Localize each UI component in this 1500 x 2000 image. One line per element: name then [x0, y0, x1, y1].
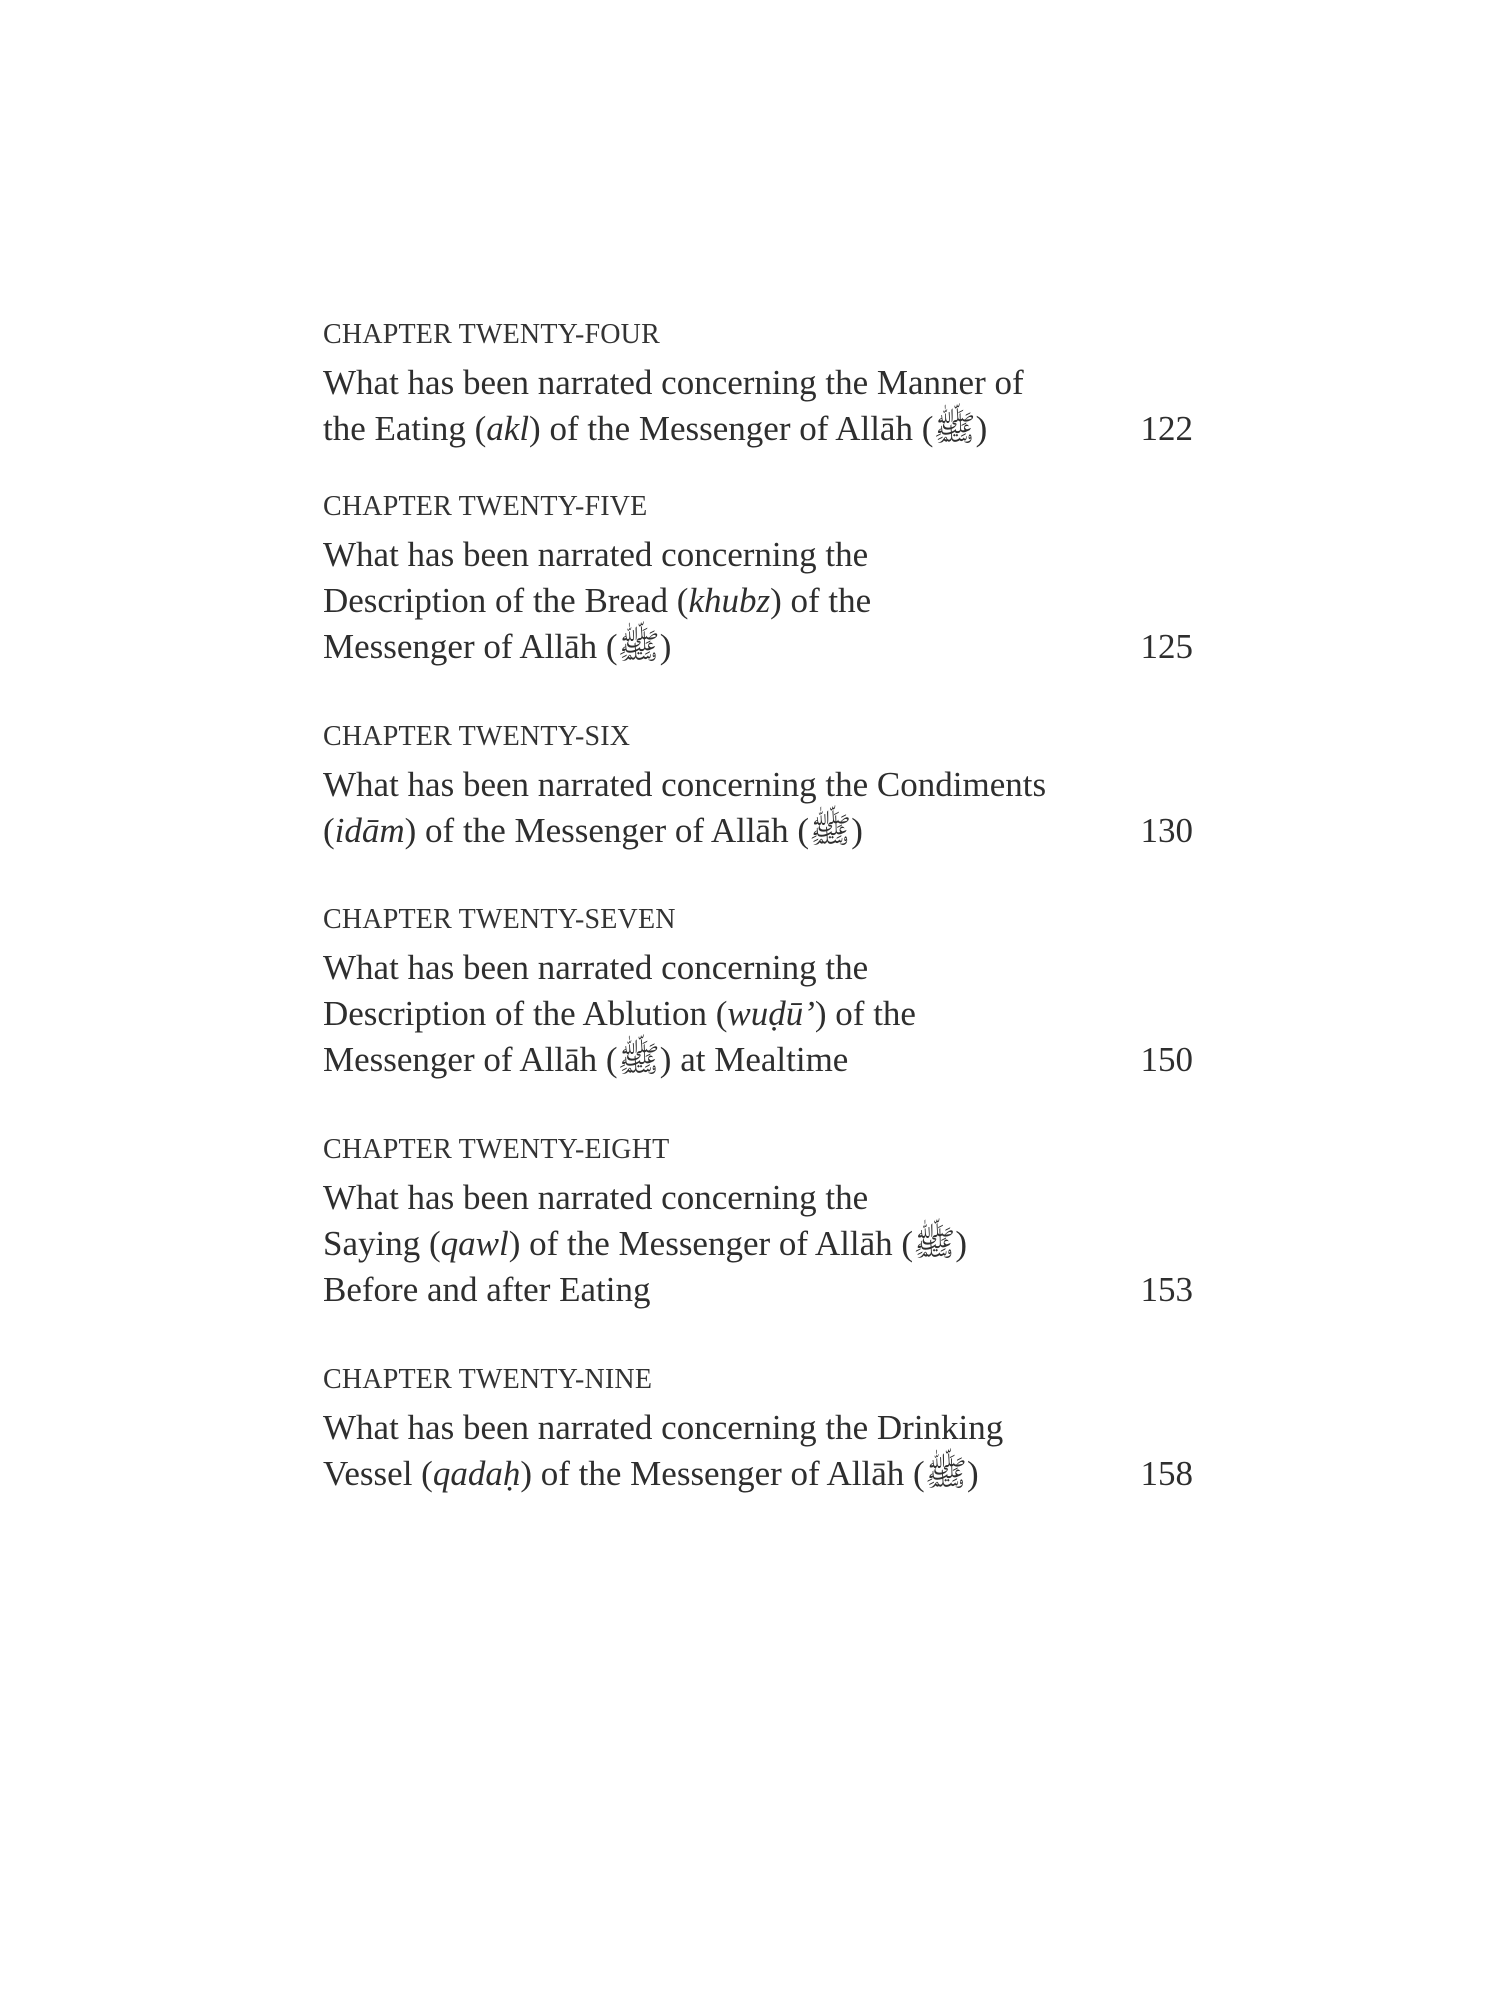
- toc-entry: [323, 720, 1193, 854]
- page-number: 153: [1140, 1270, 1193, 1309]
- entry-title-line: Before and after Eating 153: [323, 1267, 1193, 1313]
- entry-title-line: What has been narrated concerning the Drinking: [323, 1408, 1004, 1447]
- entry-title-line: What has been narrated concerning the: [323, 948, 869, 987]
- entry-title-line: What has been narrated concerning the: [323, 535, 869, 574]
- toc-entry: [323, 318, 1193, 452]
- toc-entry: [323, 1363, 1193, 1497]
- page-number: 158: [1140, 1454, 1193, 1493]
- entry-title-line: What has been narrated concerning the Manner of: [323, 363, 1024, 402]
- entry-title-line: Messenger of Allāh (ﷺ) 125: [323, 624, 1193, 670]
- entry-title-line: Saying (qawl) of the Messenger of Allāh (ﷺ): [323, 1224, 967, 1263]
- entry-title-line: the Eating (akl) of the Messenger of Allāh (ﷺ) 122: [323, 406, 1193, 452]
- entry-title-line: Description of the Bread (khubz) of the: [323, 581, 872, 620]
- entry-title-line: What has been narrated concerning the: [323, 1178, 869, 1217]
- chapter-heading: CHAPTER TWENTY-SEVEN: [323, 904, 676, 935]
- page-number: 150: [1140, 1040, 1193, 1079]
- entry-title-line: What has been narrated concerning the Condiments: [323, 765, 1047, 804]
- chapter-heading: CHAPTER TWENTY-SIX: [323, 721, 631, 752]
- chapter-heading: CHAPTER TWENTY-EIGHT: [323, 1134, 670, 1165]
- page-number: 122: [1140, 409, 1193, 448]
- entry-title-line: (idām) of the Messenger of Allāh (ﷺ) 130: [323, 808, 1193, 854]
- page-number: 130: [1140, 811, 1193, 850]
- chapter-heading: CHAPTER TWENTY-FIVE: [323, 491, 648, 522]
- entry-title-line: Description of the Ablution (wuḍū’) of the: [323, 994, 916, 1033]
- chapter-heading: CHAPTER TWENTY-FOUR: [323, 319, 660, 350]
- entry-title-line: Vessel (qadaḥ) of the Messenger of Allāh (ﷺ) 158: [323, 1451, 1193, 1497]
- page-number: 125: [1140, 627, 1193, 666]
- toc-entry: [323, 1133, 1193, 1313]
- toc-entry: [323, 903, 1193, 1083]
- chapter-heading: CHAPTER TWENTY-NINE: [323, 1364, 653, 1395]
- entry-title-line: Messenger of Allāh (ﷺ) at Mealtime 150: [323, 1037, 1193, 1083]
- toc-entry: [323, 490, 1193, 670]
